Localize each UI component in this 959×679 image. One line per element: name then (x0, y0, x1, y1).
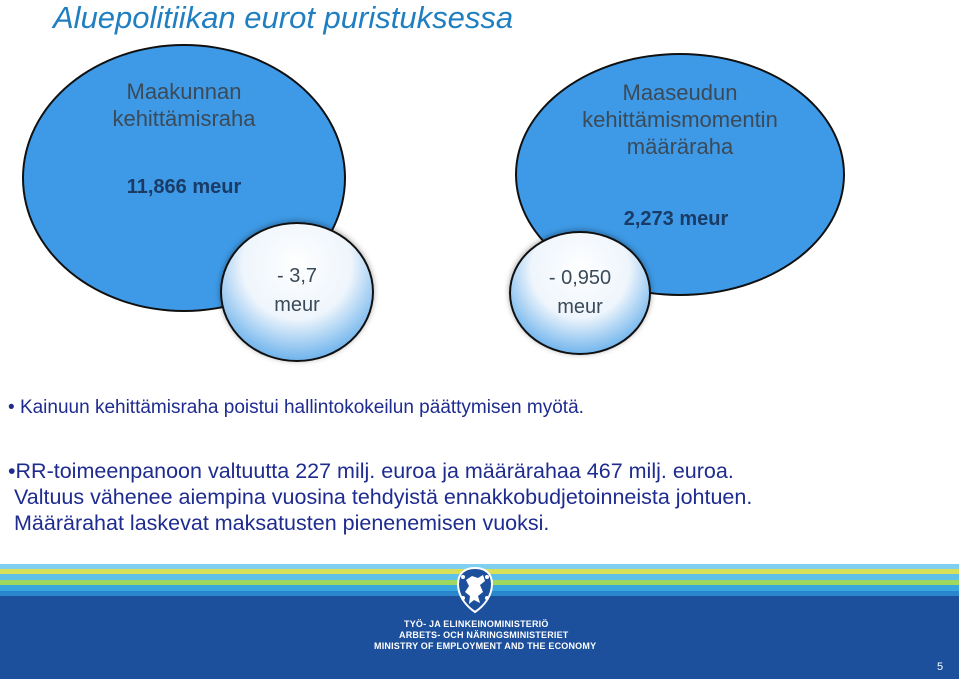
right-label-line2: kehittämismomentin (582, 107, 778, 132)
right-label-line1: Maaseudun (622, 80, 738, 105)
ministry-name-fi: TYÖ- JA ELINKEINOMINISTERIÖ (404, 619, 549, 629)
left-label-line2: kehittämisraha (112, 106, 256, 131)
bullet-rr-toimeenpano (8, 458, 752, 536)
right-reduction-line1: - 0,950 (548, 267, 612, 289)
bullet-text: Valtuus vähenee aiempina vuosina tehdyistä ennakkobudjetoinneista johtuen. (14, 485, 753, 509)
ministry-name-en: MINISTRY OF EMPLOYMENT AND THE ECONOMY (374, 641, 597, 651)
bullet-icon: • (8, 397, 15, 418)
finnish-lion-emblem-icon (452, 566, 498, 614)
page-number: 5 (937, 661, 944, 673)
bullet-line (8, 458, 752, 484)
right-reduction-label (515, 264, 645, 322)
left-reduction-line2: meur (274, 294, 320, 316)
ministry-name-sv: ARBETS- OCH NÄRINGSMINISTERIET (399, 630, 569, 640)
bullet-text: RR-toimeenpanoon valtuutta 227 milj. euroa ja määrärahaa 467 milj. euroa. (15, 459, 734, 483)
right-reduction-line2: meur (557, 296, 603, 318)
left-reduction-label (232, 262, 362, 320)
page-title: Aluepolitiikan eurot puristuksessa (53, 0, 514, 35)
bullet-text: Määrärahat laskevat maksatusten pienenemisen vuoksi. (14, 511, 550, 535)
right-circle-label (540, 79, 820, 160)
bullet-text: Kainuun kehittämisraha poistui hallintokokeilun päättymisen myötä. (19, 397, 584, 418)
footer-banner (0, 564, 959, 679)
right-circle-amount: 2,273 meur (623, 208, 729, 230)
left-circle-label (84, 78, 284, 132)
right-label-line3: määräraha (626, 134, 734, 159)
bullet-kainuun (8, 397, 584, 419)
left-label-line1: Maakunnan (126, 79, 242, 104)
bullet-icon: • (8, 459, 16, 483)
left-reduction-line1: - 3,7 (276, 265, 318, 287)
left-circle-amount: 11,866 meur (126, 176, 242, 198)
